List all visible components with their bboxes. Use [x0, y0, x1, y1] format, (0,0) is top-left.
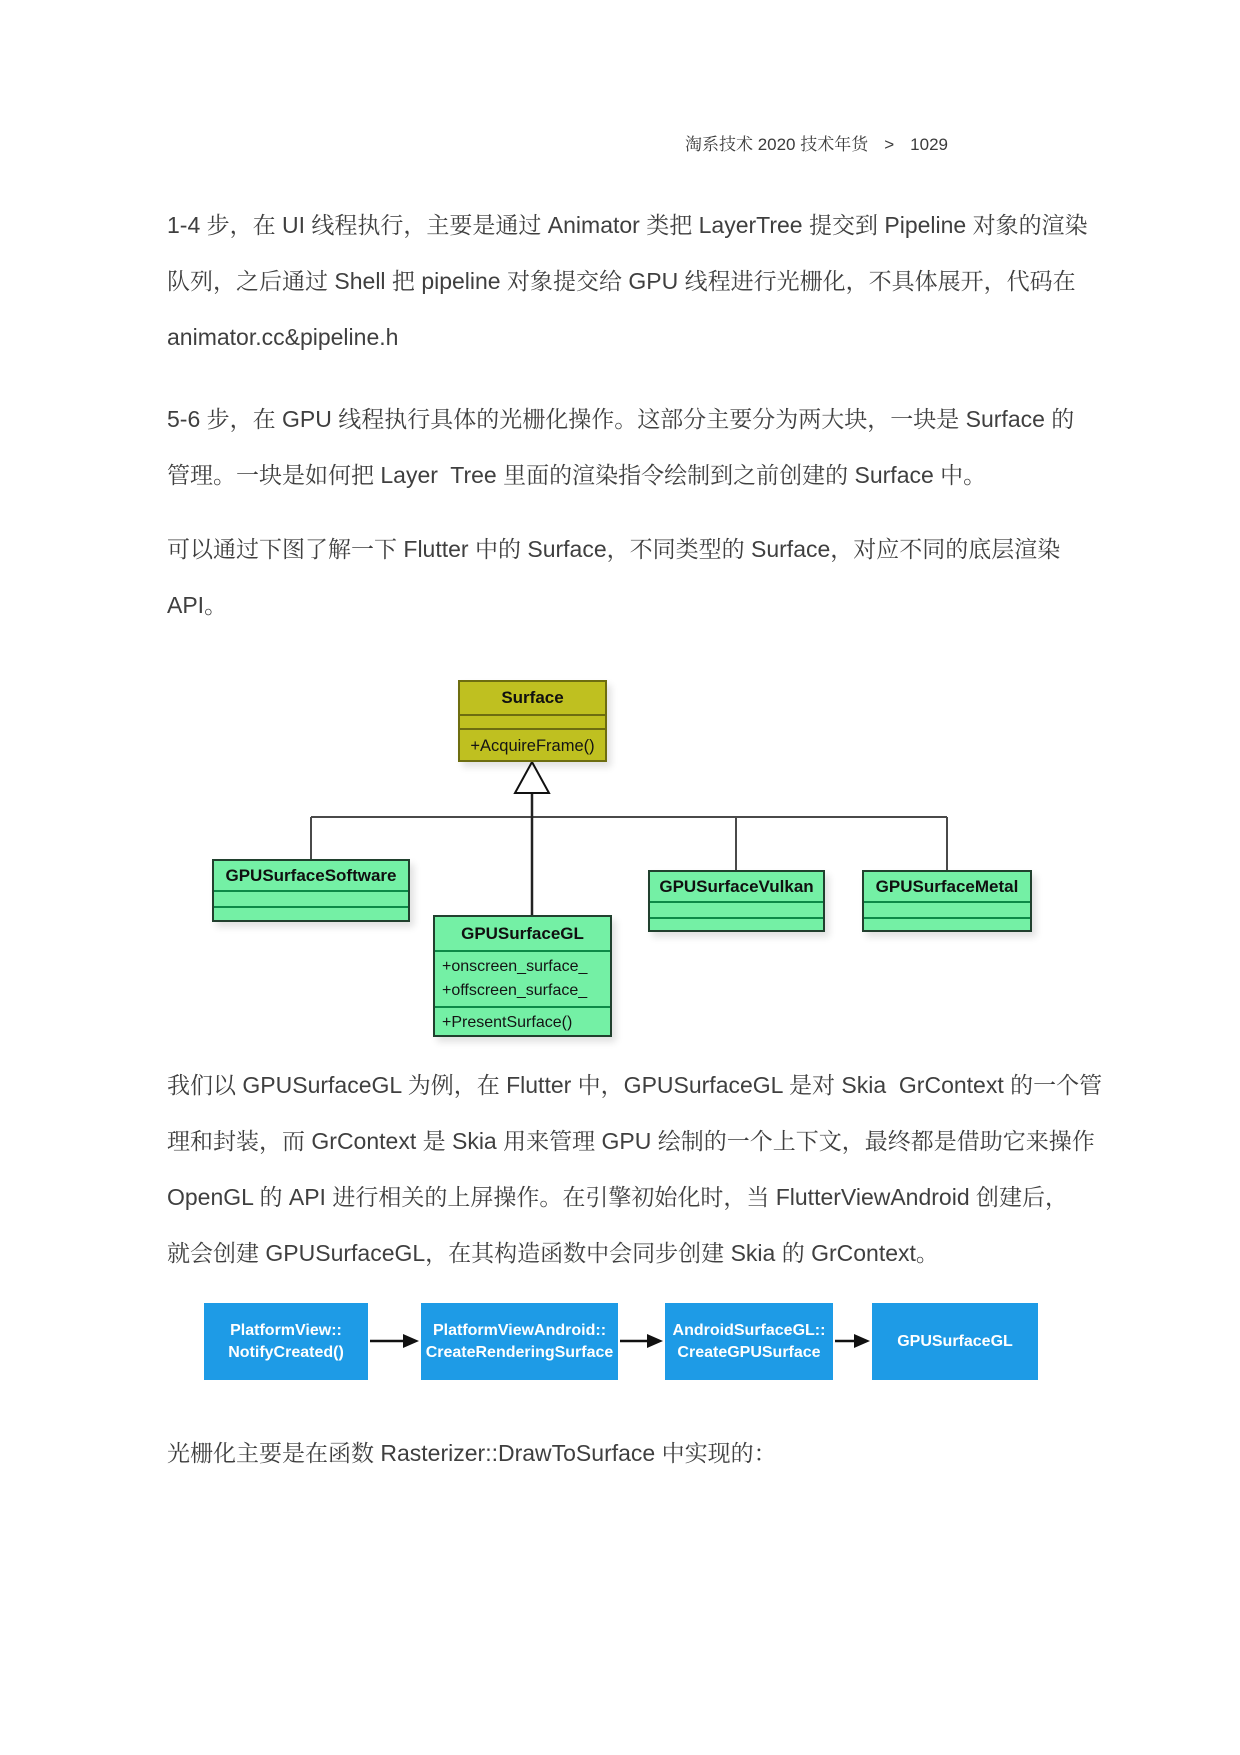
page-number: 1029	[910, 135, 948, 154]
uml-class-gpusurfacemetal-name: GPUSurfaceMetal	[875, 876, 1019, 896]
paragraph-4-line-2: 理和封装，而 GrContext 是 Skia 用来管理 GPU 绘制的一个上下文，最终都是借助它来操作	[167, 1128, 1095, 1154]
flow-box-androidsurfacegl-line-1: AndroidSurfaceGL::	[672, 1321, 826, 1339]
flow-box-platformviewandroid-line-1: PlatformViewAndroid::	[432, 1321, 607, 1339]
uml-class-gpusurfacevulkan	[648, 870, 825, 932]
breadcrumb-separator: >	[884, 135, 895, 154]
paragraph-1-line-3: animator.cc&pipeline.h	[167, 324, 399, 350]
paragraph-4-line-3: OpenGL 的 API 进行相关的上屏操作。在引擎初始化时，当 FlutterViewAndroid 创建后，	[167, 1184, 1069, 1210]
paragraph-2-line-2: 管理。一块是如何把 Layer Tree 里面的渲染指令绘制到之前创建的 Surface 中。	[167, 462, 987, 488]
uml-class-gpusurfacegl-attr-1: +onscreen_surface_	[442, 958, 588, 975]
paragraph-3-line-2: API。	[167, 592, 228, 618]
paragraph-4-line-4: 就会创建 GPUSurfaceGL，在其构造函数中会同步创建 Skia 的 GrContext。	[167, 1240, 939, 1266]
arrow-head-2-icon	[647, 1334, 663, 1348]
flow-box-gpusurfacegl-line-1: GPUSurfaceGL	[897, 1332, 1013, 1350]
uml-class-gpusurfacesoftware	[212, 859, 410, 922]
uml-class-diagram	[150, 640, 1100, 1070]
page-header	[167, 130, 948, 155]
paragraph-3	[167, 521, 1061, 633]
arrow-head-1-icon	[403, 1334, 419, 1348]
uml-class-gpusurfacegl-attrs	[435, 950, 610, 1006]
uml-class-gpusurfacesoftware-name: GPUSurfaceSoftware	[225, 865, 397, 885]
arrow-head-3-icon	[854, 1334, 870, 1348]
uml-class-gpusurfacesoftware-methods-empty	[214, 906, 408, 922]
uml-class-gpusurfacevulkan-name: GPUSurfaceVulkan	[659, 876, 814, 896]
flow-box-platformview	[204, 1303, 368, 1380]
uml-class-surface-method: +AcquireFrame()	[460, 728, 605, 762]
paragraph-4-line-1: 我们以 GPUSurfaceGL 为例，在 Flutter 中，GPUSurfaceGL 是对 Skia GrContext 的一个管	[167, 1072, 1103, 1098]
flow-box-androidsurfacegl	[665, 1303, 833, 1380]
flow-box-androidsurfacegl-line-2: CreateGPUSurface	[677, 1343, 821, 1361]
paragraph-3-line-1: 可以通过下图了解一下 Flutter 中的 Surface，不同类型的 Surface，对应不同的底层渲染	[167, 536, 1061, 562]
paragraph-2	[167, 391, 1075, 503]
paragraph-5-line-1: 光栅化主要是在函数 Rasterizer::DrawToSurface 中实现的：	[167, 1440, 777, 1466]
uml-class-gpusurfacemetal-methods-empty	[864, 917, 1030, 933]
uml-class-surface-name: Surface	[501, 688, 564, 707]
paragraph-2-line-1: 5-6 步，在 GPU 线程执行具体的光栅化操作。这部分主要分为两大块，一块是 Surface 的	[167, 406, 1075, 432]
surface-creation-flow-diagram	[150, 1296, 1100, 1391]
paragraph-1	[167, 197, 1088, 365]
uml-class-gpusurfacegl	[433, 915, 612, 1037]
uml-class-surface	[458, 680, 607, 762]
uml-class-gpusurfacevulkan-methods-empty	[650, 917, 823, 933]
uml-class-gpusurfacevulkan-attrs-empty	[650, 901, 823, 917]
paragraph-5	[167, 1425, 957, 1481]
flow-box-platformview-line-2: NotifyCreated()	[228, 1343, 344, 1361]
inheritance-triangle-icon	[515, 762, 549, 793]
uml-class-gpusurfacegl-attr-2: +offscreen_surface_	[442, 982, 588, 999]
paragraph-4	[167, 1057, 1103, 1281]
breadcrumb: 淘系技术 2020 技术年货	[684, 135, 869, 154]
flow-box-platformviewandroid-line-2: CreateRenderingSurface	[425, 1343, 614, 1361]
uml-class-gpusurfacemetal-attrs-empty	[864, 901, 1030, 917]
uml-class-gpusurfacegl-method: +PresentSurface()	[435, 1006, 610, 1038]
flow-box-platformviewandroid	[421, 1303, 618, 1380]
paragraph-1-line-2: 队列，之后通过 Shell 把 pipeline 对象提交给 GPU 线程进行光栅化，不具体展开，代码在	[167, 268, 1076, 294]
flow-box-gpusurfacegl	[872, 1303, 1038, 1380]
uml-class-gpusurfacegl-name: GPUSurfaceGL	[461, 923, 584, 943]
paragraph-1-line-1: 1-4 步，在 UI 线程执行，主要是通过 Animator 类把 LayerTree 提交到 Pipeline 对象的渲染	[167, 212, 1088, 238]
flow-box-platformview-line-1: PlatformView::	[230, 1321, 342, 1339]
uml-class-surface-attrs-empty	[460, 714, 605, 728]
uml-class-gpusurfacemetal	[862, 870, 1032, 932]
uml-class-gpusurfacesoftware-attrs-empty	[214, 890, 408, 906]
uml-connector-lines	[150, 640, 1100, 1070]
